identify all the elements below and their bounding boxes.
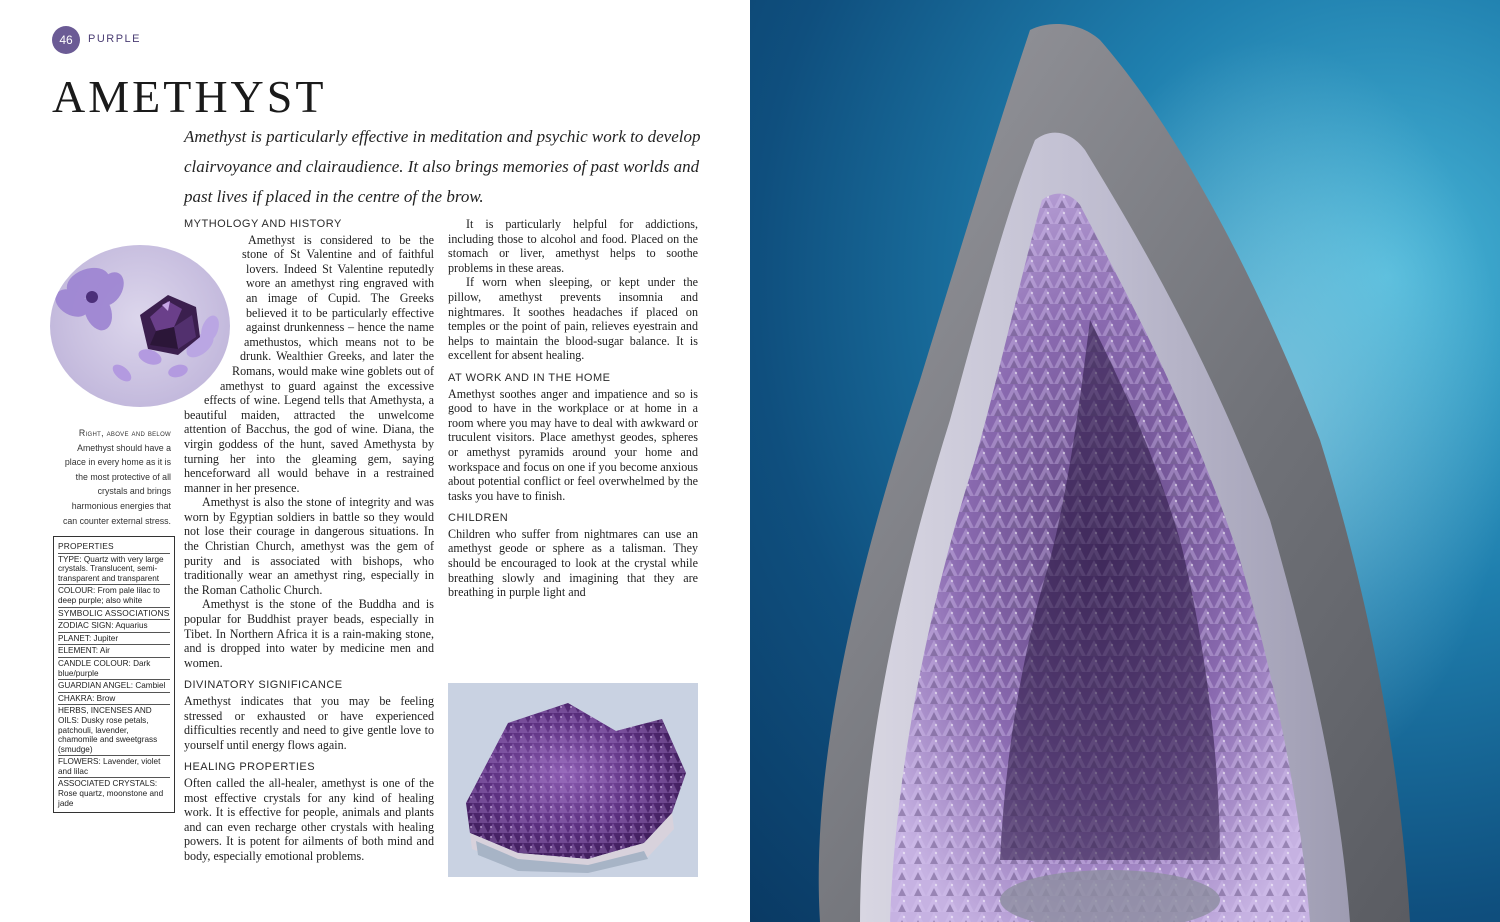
- geode-photo-page: [750, 0, 1500, 922]
- property-row: TYPE: Quartz with very large crystals. Translucent, semi-transparent and transparent: [58, 554, 170, 586]
- healing-paragraph-1: Often called the all-healer, amethyst is one of the most effective crystals for any kind of healing work. It is effective for people, animals and plants and can even recharge other crystals with healing powers. It is potent for ailments of both mind and body, especially emotional problems.: [184, 775, 434, 863]
- heading-healing: HEALING PROPERTIES: [184, 761, 316, 774]
- property-row: PLANET: Jupiter: [58, 633, 170, 646]
- caption-text: Amethyst should have a place in every home as it is the most protective of all crystals and brings harmonious energies that can counter external stress.: [62, 442, 171, 526]
- mythology-paragraph-2: Amethyst is also the stone of integrity and was worn by Egyptian soldiers in battle so they would not lose their courage in dangerous situations. In the Christian Church, amethyst was the gem of purity and is associated with bishops, who traditionally wear an amethyst ring, especially in the Roman Catholic Church.: [184, 495, 434, 597]
- property-row: CANDLE COLOUR: Dark blue/purple: [58, 658, 170, 680]
- properties-heading: SYMBOLIC ASSOCIATIONS: [58, 608, 170, 621]
- property-row: ZODIAC SIGN: Aquarius: [58, 620, 170, 633]
- property-row: CHAKRA: Brow: [58, 693, 170, 706]
- property-row: FLOWERS: Lavender, violet and lilac: [58, 756, 170, 778]
- text-column-1: [184, 217, 434, 864]
- properties-box: [53, 536, 175, 813]
- property-row: COLOUR: From pale lilac to deep purple; also white: [58, 585, 170, 607]
- amethyst-cluster-illustration: [448, 683, 698, 877]
- page-title: AMETHYST: [52, 71, 327, 122]
- property-row: GUARDIAN ANGEL: Cambiel: [58, 680, 170, 693]
- photo-caption: [56, 426, 171, 528]
- heading-mythology: MYTHOLOGY AND HISTORY: [184, 218, 342, 230]
- healing-paragraph-2: It is particularly helpful for addictions, including those to alcohol and food. Placed on the stomach or liver, amethyst helps to soothe problems in these areas.: [448, 217, 698, 275]
- property-row: HERBS, INCENSES AND OILS: Dusky rose petals, patchouli, lavender, chamomile and sweetgrass (smudge): [58, 705, 170, 756]
- properties-heading: PROPERTIES: [58, 541, 170, 554]
- heading-work-home: AT WORK AND IN THE HOME: [448, 371, 611, 384]
- property-row: ASSOCIATED CRYSTALS: Rose quartz, moonstone and jade: [58, 779, 164, 808]
- property-row: ELEMENT: Air: [58, 645, 170, 658]
- caption-heading: Right, above and below: [78, 428, 171, 438]
- healing-paragraph-3: If worn when sleeping, or kept under the pillow, amethyst prevents insomnia and nightmares. It soothes headaches if placed on temples or the point of pain, relieves eyestrain and helps to maintain the blood-sugar balance. It is excellent for absent healing.: [448, 275, 698, 363]
- children-paragraph: Children who suffer from nightmares can use an amethyst geode or sphere as a talisman. They should be encouraged to look at the crystal while breathing slowly and imagining that they are breathing in purple light and: [448, 526, 698, 600]
- intro-text: Amethyst is particularly effective in meditation and psychic work to develop clairvoyance and clairaudience. It also brings memories of past worlds and past lives if placed in the centre of the brow.: [184, 127, 701, 206]
- heading-divinatory: DIVINATORY SIGNIFICANCE: [184, 679, 343, 692]
- page-number-badge: 46: [52, 26, 80, 54]
- amethyst-cluster-photo: [448, 683, 698, 877]
- text-column-2: [448, 217, 698, 600]
- mythology-paragraph-3: Amethyst is the stone of the Buddha and is popular for Buddhist prayer beads, especially in Tibet. In Northern Africa it is a rain-making stone, and is dropped into water by medicine men and women.: [184, 597, 434, 670]
- work-home-paragraph: Amethyst soothes anger and impatience and so is good to have in the workplace or at home in a room where you may have to deal with awkward or truculent visitors. Place amethyst geodes, spheres or amethyst pyramids around your home and workspace and focus on one if you become anxious about potential conflict or feel overwhelmed by the tasks you have to finish.: [448, 386, 698, 503]
- section-name: PURPLE: [88, 33, 142, 45]
- heading-children: CHILDREN: [448, 512, 509, 525]
- mythology-paragraph-1: Amethyst is considered to be the stone of St Valentine and of faithful lovers. Indeed St Valentine reputedly wore an amethyst ring engraved with an image of Cupid. The Greeks believed it to be particularly effective against drunkenness – hence the name amethustos, which means not to be drunk. Wealthier Greeks, and later the Romans, would make wine goblets out of amethyst to guard against the excessive effects of wine. Legend tells that Amethysta, a beautiful maiden, attracted the unwelcome attention of Bacchus, the god of wine. Diana, the virgin goddess of the hunt, saved Amethysta by turning her into the gleaming gem, saying henceforward all would behave in a restrained manner in her presence.: [184, 232, 434, 495]
- divinatory-paragraph: Amethyst indicates that you may be feeling stressed or exhausted or have experienced difficulties recently and need to give gentle love to yourself until energy flows again.: [184, 694, 434, 752]
- amethyst-geode-illustration: [750, 0, 1500, 922]
